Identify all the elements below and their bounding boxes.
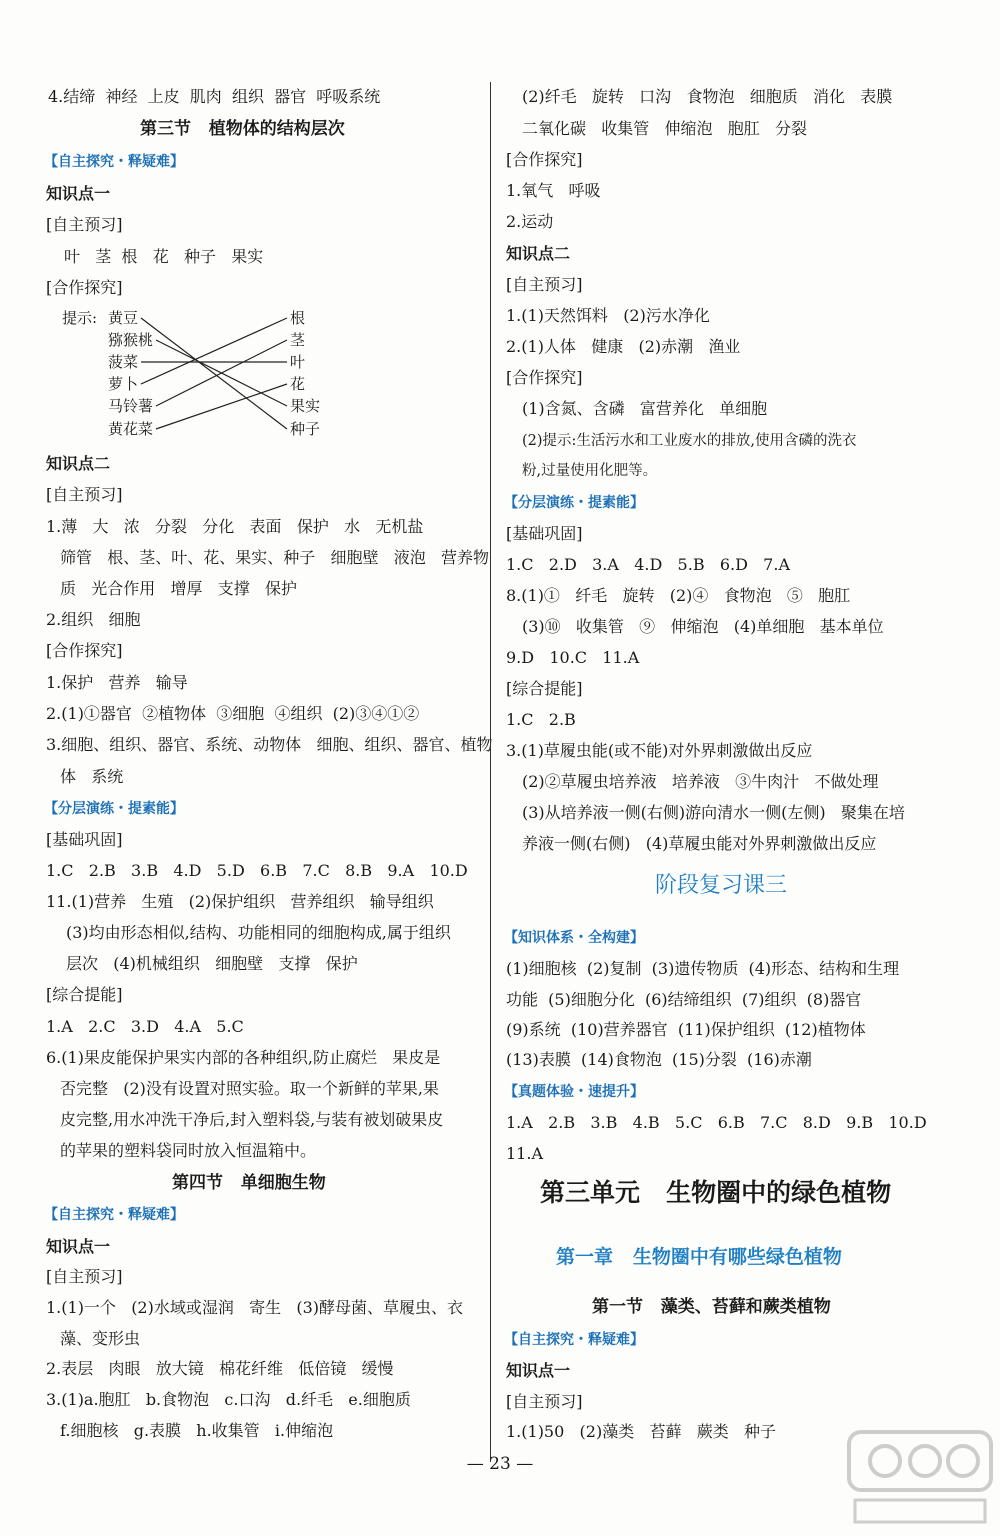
left-line-26: 6.(1)果皮能保护果实内部的各种组织,防止腐烂 果皮是 <box>46 1048 441 1067</box>
right-line-14: [基础巩固] <box>506 524 583 543</box>
right-line-20: 1.C 2.B <box>506 710 576 729</box>
left-line-8: [自主预习] <box>46 485 123 504</box>
right-line-29: (9)系统 (10)营养器官 (11)保护组织 (12)植物体 <box>506 1020 866 1039</box>
left-line-11: 质 光合作用 增厚 支撑 保护 <box>60 579 298 598</box>
right-line-26: 【知识体系・全构建】 <box>504 930 644 946</box>
left-line-7: 知识点二 <box>46 454 111 473</box>
matching-left-item: 黄花菜 <box>108 420 154 438</box>
left-line-1: 第三节 植物体的结构层次 <box>140 119 345 139</box>
right-line-27: (1)细胞核 (2)复制 (3)遗传物质 (4)形态、结构和生理 <box>506 959 900 978</box>
right-line-37: 【自主探究・释疑难】 <box>504 1332 644 1348</box>
right-line-25: 阶段复习课三 <box>655 873 788 898</box>
left-line-23: 层次 (4)机械组织 细胞壁 支撑 保护 <box>66 954 358 973</box>
left-line-34: 1.(1)一个 (2)水域或湿润 寄生 (3)酵母菌、草履虫、衣 <box>46 1298 464 1317</box>
matching-right-item: 叶 <box>290 353 306 371</box>
right-line-3: 1.氧气 呼吸 <box>506 181 601 200</box>
right-line-34: 第三单元 生物圈中的绿色植物 <box>540 1178 892 1207</box>
left-line-10: 筛管 根、茎、叶、花、果实、种子 细胞壁 液泡 营养物 <box>60 548 490 567</box>
left-line-35: 藻、变形虫 <box>60 1329 141 1348</box>
right-line-5: 知识点二 <box>506 244 571 263</box>
right-line-38: 知识点一 <box>506 1361 571 1380</box>
left-line-4: [自主预习] <box>46 215 123 234</box>
right-line-8: 2.(1)人体 健康 (2)赤潮 渔业 <box>506 337 741 356</box>
matching-left-item: 萝卜 <box>108 375 139 393</box>
right-line-11: (2)提示:生活污水和工业废水的排放,使用含磷的洗衣 <box>522 433 857 449</box>
right-line-19: [综合提能] <box>506 679 583 698</box>
right-line-7: 1.(1)天然饵料 (2)污水净化 <box>506 306 710 325</box>
left-line-24: [综合提能] <box>46 985 123 1004</box>
left-line-14: 1.保护 营养 输导 <box>46 673 188 692</box>
right-line-1: 二氧化碳 收集管 伸缩泡 胞肛 分裂 <box>522 119 808 138</box>
matching-right-item: 种子 <box>290 420 321 438</box>
left-line-30: 第四节 单细胞生物 <box>172 1173 326 1193</box>
left-line-20: 1.C 2.B 3.B 4.D 5.D 6.B 7.C 8.B 9.A 10.D <box>46 861 468 880</box>
right-line-15: 1.C 2.D 3.A 4.D 5.B 6.D 7.A <box>506 555 790 574</box>
left-line-15: 2.(1)①器官 ②植物体 ③细胞 ④组织 (2)③④①② <box>46 704 420 723</box>
left-line-38: f.细胞核 g.表膜 h.收集管 i.伸缩泡 <box>60 1421 334 1440</box>
left-line-13: [合作探究] <box>46 641 123 660</box>
left-line-32: 知识点一 <box>46 1237 111 1256</box>
right-line-40: 1.(1)50 (2)藻类 苔藓 蕨类 种子 <box>506 1422 776 1441</box>
left-line-9: 1.薄 大 浓 分裂 分化 表面 保护 水 无机盐 <box>46 517 424 536</box>
right-line-21: 3.(1)草履虫能(或不能)对外界刺激做出反应 <box>506 741 813 760</box>
right-line-35: 第一章 生物圈中有哪些绿色植物 <box>556 1246 842 1268</box>
column-divider <box>490 82 491 1462</box>
left-line-6: [合作探究] <box>46 278 123 297</box>
left-line-0: 4.结缔 神经 上皮 肌肉 组织 器官 呼吸系统 <box>48 87 381 106</box>
right-line-6: [自主预习] <box>506 275 583 294</box>
watermark-logo <box>845 1428 995 1528</box>
matching-left-item: 猕猴桃 <box>108 331 154 349</box>
right-line-18: 9.D 10.C 11.A <box>506 648 640 667</box>
left-line-12: 2.组织 细胞 <box>46 610 141 629</box>
left-line-25: 1.A 2.C 3.D 4.A 5.C <box>46 1017 244 1036</box>
right-line-33: 11.A <box>506 1144 543 1163</box>
matching-left-item: 黄豆 <box>108 309 139 327</box>
left-line-5: 叶 茎 根 花 种子 果实 <box>64 247 264 266</box>
right-line-13: 【分层演练・提素能】 <box>504 495 644 511</box>
right-line-24: 养液一侧(右侧) (4)草履虫能对外界刺激做出反应 <box>522 834 877 853</box>
left-line-2: 【自主探究・释疑难】 <box>44 154 184 170</box>
matching-left-item: 马铃薯 <box>108 397 154 415</box>
left-line-17: 体 系统 <box>60 767 124 786</box>
left-line-36: 2.表层 肉眼 放大镜 棉花纤维 低倍镜 缓慢 <box>46 1359 394 1378</box>
left-line-19: [基础巩固] <box>46 830 123 849</box>
right-line-31: 【真题体验・速提升】 <box>504 1084 644 1100</box>
left-line-27: 否完整 (2)没有设置对照实验。取一个新鲜的苹果,果 <box>60 1079 440 1098</box>
right-line-0: (2)纤毛 旋转 口沟 食物泡 细胞质 消化 表膜 <box>522 87 893 106</box>
right-line-30: (13)表膜 (14)食物泡 (15)分裂 (16)赤潮 <box>506 1050 812 1069</box>
left-line-16: 3.细胞、组织、器官、系统、动物体 细胞、组织、器官、植物 <box>46 735 493 754</box>
right-line-22: (2)②草履虫培养液 培养液 ③牛肉汁 不做处理 <box>522 772 879 791</box>
left-line-3: 知识点一 <box>46 184 111 203</box>
left-line-21: 11.(1)营养 生殖 (2)保护组织 营养组织 输导组织 <box>46 892 434 911</box>
left-line-28: 皮完整,用水冲洗干净后,封入塑料袋,与装有被划破果皮 <box>60 1110 444 1129</box>
matching-diagram <box>0 0 490 460</box>
right-line-39: [自主预习] <box>506 1392 583 1411</box>
matching-right-item: 果实 <box>290 397 321 415</box>
right-line-16: 8.(1)① 纤毛 旋转 (2)④ 食物泡 ⑤ 胞肛 <box>506 586 851 605</box>
left-line-37: 3.(1)a.胞肛 b.食物泡 c.口沟 d.纤毛 e.细胞质 <box>46 1390 411 1409</box>
right-line-10: (1)含氮、含磷 富营养化 单细胞 <box>522 399 768 418</box>
matching-prompt: 提示: <box>62 309 98 327</box>
matching-left-item: 菠菜 <box>108 353 139 371</box>
left-line-31: 【自主探究・释疑难】 <box>44 1207 184 1223</box>
matching-right-item: 根 <box>290 309 306 327</box>
right-line-9: [合作探究] <box>506 368 583 387</box>
left-line-29: 的苹果的塑料袋同时放入恒温箱中。 <box>60 1141 317 1160</box>
left-line-33: [自主预习] <box>46 1267 123 1286</box>
right-line-28: 功能 (5)细胞分化 (6)结缔组织 (7)组织 (8)器官 <box>506 990 862 1009</box>
right-line-2: [合作探究] <box>506 150 583 169</box>
matching-right-item: 花 <box>290 375 306 393</box>
right-line-12: 粉,过量使用化肥等。 <box>522 463 658 479</box>
matching-right-item: 茎 <box>290 331 306 349</box>
page-number: — 23 — <box>466 1454 534 1474</box>
left-line-22: (3)均由形态相似,结构、功能相同的细胞构成,属于组织 <box>66 923 451 942</box>
right-line-23: (3)从培养液一侧(右侧)游向清水一侧(左侧) 聚集在培 <box>522 803 905 822</box>
right-line-32: 1.A 2.B 3.B 4.B 5.C 6.B 7.C 8.D 9.B 10.D <box>506 1113 927 1132</box>
right-line-36: 第一节 藻类、苔藓和蕨类植物 <box>592 1297 831 1317</box>
left-line-18: 【分层演练・提素能】 <box>44 801 184 817</box>
right-line-4: 2.运动 <box>506 212 554 231</box>
matching-link <box>156 384 287 429</box>
right-line-17: (3)⑩ 收集管 ⑨ 伸缩泡 (4)单细胞 基本单位 <box>522 617 884 636</box>
